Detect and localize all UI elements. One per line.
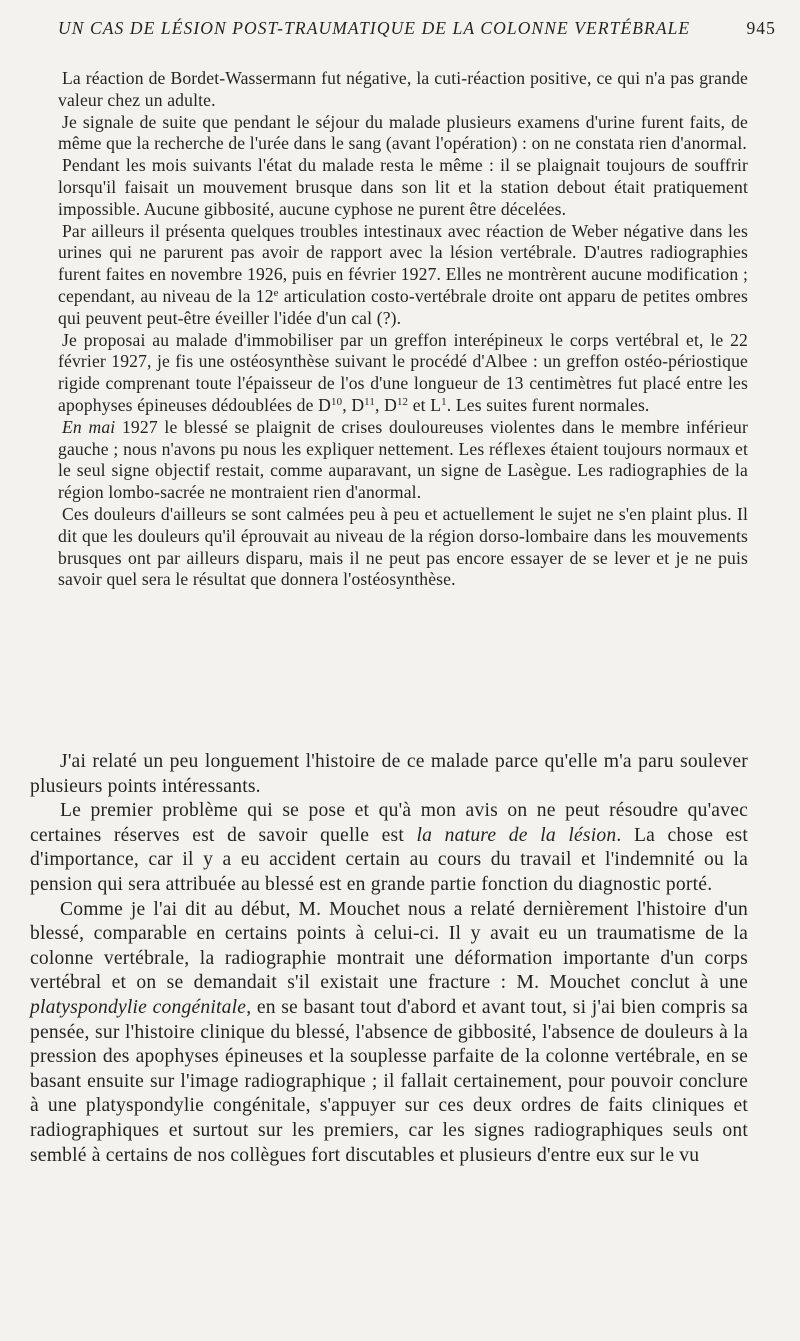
page-header [58, 18, 776, 46]
paragraph-text: articulation costo-vertébrale droite ont apparu de petites ombres qui peuvent peut-être éveiller l'idée d'un cal (?). [58, 285, 748, 328]
paragraph-text: , D [342, 394, 365, 415]
paragraph-mouchet [30, 898, 748, 1169]
case-report-small-text [58, 68, 748, 591]
paragraph-text: . La chose est d'importance, car il y a eu accident certain au cours du travail et l'indemnité ou la pension qui sera attribuée au blessé est en grande partie fonction du diagnostic porté. [30, 824, 749, 895]
paragraph-text: et L [408, 394, 442, 415]
paragraph-text: . Les suites furent normales. [446, 394, 650, 415]
paragraph-bordet-wassermann [58, 68, 748, 112]
paragraph-following-months [58, 155, 748, 220]
italic-phrase: la nature de la lésion [416, 824, 617, 846]
paragraph-text: Ces douleurs d'ailleurs se sont calmées peu à peu et actuellement le sujet ne s'en plaint plus. Il dit que les douleurs qu'il éprouvait au niveau de la région dorso-lombaire dans les mouvements brusques ont par ailleurs disparu, mais il ne peut pas encore essayer de se lever et je ne puis savoir quel sera le résultat que donnera l'ostéosynthèse. [58, 503, 748, 590]
superscript: 1 [441, 395, 447, 408]
superscript: 11 [364, 395, 375, 408]
paragraph-text: , D [374, 394, 397, 415]
paragraph-text: Je proposai au malade d'immobiliser par un greffon interépineux le corps vertébral et, le 22 février 1927, je fis une ostéosynthèse suivant le procédé d'Albee : un greffon ostéo-périostique rigide comprenant toute l'épaisseur de l'os d'une longueur de 13 centimètres fut placé entre les apophyses épineuses dédoublées de D [58, 329, 748, 415]
page-number: 945 [746, 18, 776, 38]
paragraph-long-history [30, 750, 748, 799]
paragraph-first-problem [30, 799, 748, 897]
paragraph-pains-calmed [58, 504, 748, 591]
paragraph-text: 1927 le blessé se plaignit de crises douloureuses violentes dans le membre inférieur gauche ; nous n'avons pu nous les expliquer nettement. Les réflexes étaient toujours normaux et le seul signe objectif restait, comme auparavant, un signe de Lasègue. Les radiographies de la région lombo-sacrée ne montraient rien d'anormal. [58, 416, 749, 503]
paragraph-text: La réaction de Bordet-Wassermann fut négative, la cuti-réaction positive, ce qui n'a pas grande valeur chez un adulte. [58, 68, 748, 110]
paragraph-may-1927 [58, 417, 748, 504]
paragraph-text: J'ai relaté un peu longuement l'histoire de ce malade parce qu'elle m'a paru soulever plusieurs points intéressants. [30, 751, 748, 797]
paragraph-text: Par ailleurs il présenta quelques troubles intestinaux avec réaction de Weber négative dans les urines qui ne parurent pas avoir de rapport avec la lésion vertébrale. D'autres radiographies furent faites en novembre 1926, puis en février 1927. Elles ne montrèrent aucune modification ; cependant, au niveau de la 12 [58, 220, 748, 306]
italic-phrase: platyspondylie congénitale [30, 996, 247, 1018]
paragraph-text: , en se basant tout d'abord et avant tout, si j'ai bien compris sa pensée, sur l'histoire clinique du blessé, l'absence de gibbosité, l'absence de douleurs à la pression des apophyses épineuses et la souplesse parfaite de la colonne vertébrale, en se basant ensuite sur l'image radiographique ; il fallait certainement, pour pouvoir conclure à une platyspondylie congénitale, s'appuyer sur ces deux ordres de faits cliniques et radiographiques et surtout sur les premiers, car les signes radiographiques seuls ont semblé à certains de nos collègues fort discutables et plusieurs d'entre eux sur le vu [30, 996, 748, 1166]
italic-date: En mai [62, 416, 116, 437]
superscript: e [273, 286, 279, 299]
paragraph-text: Je signale de suite que pendant le séjour du malade plusieurs examens d'urine furent faits, de même que la recherche de l'urée dans le sang (avant l'opération) : on ne constata rien d'anormal. [58, 111, 748, 154]
paragraph-intestinal-troubles [58, 221, 748, 330]
running-title: UN CAS DE LÉSION POST-TRAUMATIQUE DE LA COLONNE VERTÉBRALE [58, 18, 691, 38]
paragraph-text: Comme je l'ai dit au début, M. Mouchet nous a relaté dernièrement l'histoire d'un blessé, comparable en certains points à celui-ci. Il y avait eu un traumatisme de la colonne vertébrale, la radiographie montrait une déformation importante d'un corps vertébral et on se demandait s'il existait une fracture : M. Mouchet conclut à une [30, 898, 748, 994]
paragraph-osteosynthesis [58, 330, 748, 417]
paragraph-text: Pendant les mois suivants l'état du malade resta le même : il se plaignait toujours de souffrir lorsqu'il faisait un mouvement brusque dans son lit et la station debout était pratiquement impossible. Aucune gibbosité, aucune cyphose ne purent être décelées. [58, 155, 748, 219]
superscript: 10 [331, 395, 343, 408]
paragraph-text: Le premier problème qui se pose et qu'à mon avis on ne peut résoudre qu'avec certaines réserves est de savoir quelle est [30, 800, 748, 846]
superscript: 12 [396, 395, 409, 408]
discussion-large-text [30, 750, 748, 1168]
paragraph-urine-exams [58, 112, 748, 156]
